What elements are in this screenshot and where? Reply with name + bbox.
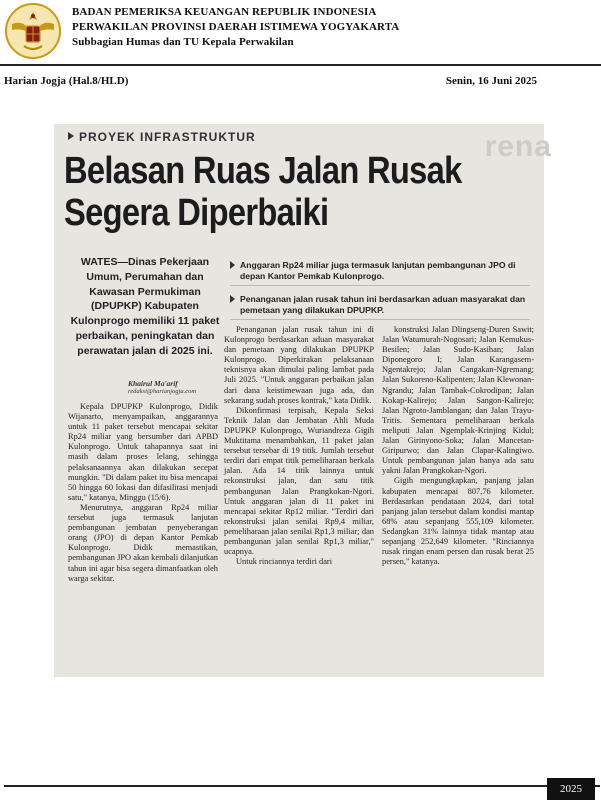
year-badge: 2025 — [547, 778, 595, 800]
paragraph: Gigih mengungkapkan, panjang jalan kabupaten mencapai 807,76 kilometer. Berdasarkan pendataan 2024, dari total panjang jalan tersebut dalam kondisi mantap 68% atau sepanjang 555,109 kilometer. Sedangkan 31% lainnya tidak mantap atau sepanjang 252,649 kilometer. "Rinciannya rusak ringan enam persen dan rusak berat 25 persen," katanya. — [382, 476, 534, 567]
body-column-3 — [382, 325, 534, 567]
footer-divider — [4, 785, 600, 787]
org-line-office: PERWAKILAN PROVINSI DAERAH ISTIMEWA YOGYAKARTA — [72, 21, 400, 33]
author-name: Khairul Ma'arif — [128, 379, 178, 388]
highlight-text: Anggaran Rp24 miliar juga termasuk lanjutan pembangunan JPO di depan Kantor Pemkab Kulonprogo. — [240, 260, 516, 281]
garuda-emblem-icon — [4, 2, 62, 60]
paragraph: Penanganan jalan rusak tahun ini di Kulonprogo berdasarkan aduan masyarakat dan pemetaan yang dilakukan DPUPKP Kulonprogo. Diperkirakan pelaksanaan teknisnya akan dimulai paling lambat pada Juli 2025. "Untuk anggaran perbaikan jalan dari dana keistimewaan juga ada, dan sekarang sudah proses kontrak," kata Didik. — [224, 325, 374, 405]
section-kicker — [68, 130, 256, 144]
paragraph: konstruksi Jalan Dlingseng-Duren Sawit; Jalan Watumurah-Nogosari; Jalan Kemukus-Besilen; Jalan Sudo-Kasihan; Jalan Diponegoro I; Jalan Karangasem-Ngentakrejo; Jalan Cangakan-Ngremang; Jalan Sukoreno-Kalipenten; Jalan Klewonan-Ngrandu; Jalan Tambak-Cokrodipan; Jalan Kokap-Kalirejo; Jalan Sangon-Kalirejo; Jalan Ngroto-Jamblangan; dan Jalan Trayu-Tritis. Sementara pemeliharaan berkala meliputi Jalan Ngemplak-Krinjing Kidul; Jalan Girinyono-Soka; Jalan Mancetan-Giripurwo; dan Jalan Clapar-Kalingiwo. Untuk pembangunan jalan hanya ada satu yakni Jalan Prangkokan-Ngori. — [382, 325, 534, 476]
article-highlights — [230, 260, 530, 328]
headline-line: Segera Diperbaiki — [64, 192, 329, 234]
org-line-unit: Subbagian Humas dan TU Kepala Perwakilan — [72, 36, 294, 48]
paragraph: Kepala DPUPKP Kulonprogo, Didik Wijanarto, menyampaikan, anggarannya untuk 11 paket tersebut mencapai sekitar Rp24 miliar yang bersumber dari APBD Kulonprogo. Untuk tahapannya saat ini masih dalam proses lelang, sehingga pelaksanaannya akan dilakukan secepat mungkin. "Di dalam paket itu bisa mencapai 50 hingga 60 lokasi dan difasilitasi menjadi satu," katanya, Minggu (15/6). — [68, 402, 218, 502]
header-divider — [0, 64, 601, 66]
article-lead: WATES—Dinas Pekerjaan Umum, Perumahan dan Kawasan Permukiman (DPUPKP) Kabupaten Kulonprogo memiliki 11 paket perbaikan, peningkatan dan perawatan jalan di 2025 ini. — [70, 256, 220, 357]
paragraph: Dikonfirmasi terpisah, Kepala Seksi Teknik Jalan dan Jembatan Ahli Muda DPUPKP Kulonprogo, Wuriandreza Gigih Muktitama menambahkan, 11 paket jalan tersebut tersebar di 19 titik. Jumlah tersebut terdiri dari empat titik pemeliharaan berkala jalan. Ada 14 titik lainnya untuk rekonstruksi jalan, dan satu titik pembangunan Jalan Prangkokan-Ngori. Untuk anggaran jalan di 11 paket ini mencapai sekitar Rp12 miliar. "Terdiri dari rekonstruksi jalan senilai Rp9,4 miliar, pemeliharaan jalan senilai Rp1,3 miliar; dan pembangunan jalan senilai Rp1,3 miliar," ucapnya. — [224, 405, 374, 557]
paragraph: Untuk rinciannya terdiri dari — [236, 557, 333, 567]
publication-date: Senin, 16 Juni 2025 — [445, 75, 537, 87]
publication-source: Harian Jogja (Hal.8/HLD) — [4, 75, 129, 87]
newspaper-clipping — [54, 124, 552, 677]
byline — [128, 380, 228, 396]
triangle-bullet-icon — [230, 261, 235, 269]
highlight-item — [230, 260, 530, 286]
triangle-bullet-icon — [68, 132, 74, 140]
headline-line: Belasan Ruas Jalan Rusak — [64, 150, 462, 192]
highlight-text: Penanganan jalan rusak tahun ini berdasarkan aduan masyarakat dan pemetaan yang dilakukan DPUPKP. — [240, 294, 526, 315]
author-email: redaksi@harianjogja.com — [128, 388, 197, 395]
body-column-1 — [68, 402, 218, 584]
clipping-header — [0, 0, 601, 62]
cut-off-heading-fragment: rena — [484, 130, 552, 163]
kicker-label: PROYEK INFRASTRUKTUR — [79, 130, 256, 144]
highlight-item — [230, 294, 530, 320]
article-headline — [64, 150, 546, 234]
body-column-2 — [224, 325, 374, 567]
paragraph: Menurutnya, anggaran Rp24 miliar tersebut juga termasuk lanjutan pembangunan jembatan penyeberangan orang (JPO) di depan Kantor Pemkab Kulonprogo. Didik memastikan, pembangunan JPO akan kembali dilanjutkan tahun ini agar bisa segera dimanfaatkan oleh warga sekitar. — [68, 502, 218, 583]
organization-name — [72, 5, 399, 50]
org-line-agency: BADAN PEMERIKSA KEUANGAN REPUBLIK INDONESIA — [72, 6, 377, 18]
triangle-bullet-icon — [230, 295, 235, 303]
